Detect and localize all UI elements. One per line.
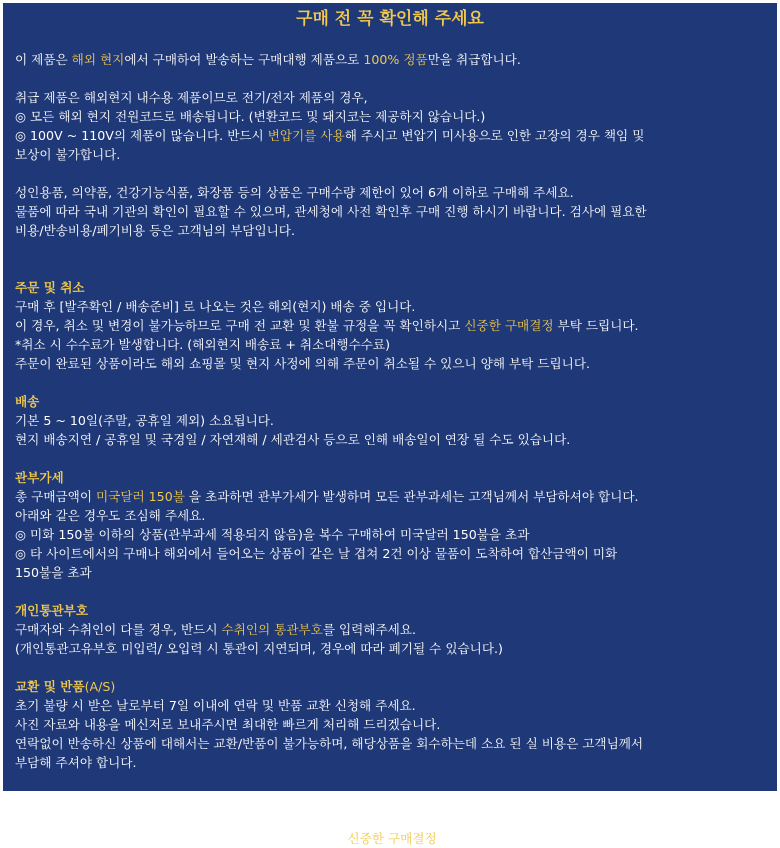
tax-line: 총 구매금액이 미국달러 150불 을 초과하면 관부가세가 발생하며 모든 관부과세는 고객님께서 부담하셔야 합니다. <box>15 489 639 504</box>
notice-panel <box>3 3 777 846</box>
limits-line: 물품에 따라 국내 기관의 확인이 필요할 수 있으며, 관세청에 사전 확인후 구매 진행 하시기 바랍니다. 검사에 필요한 <box>15 204 647 219</box>
overseas-highlight: 해외 현지 <box>71 52 125 67</box>
shipping-line: 현지 배송지연 / 공휴일 및 국경일 / 자연재해 / 세관검사 등으로 인해 배송일이 연장 될 수도 있습니다. <box>15 432 571 447</box>
tax-line: ◎ 미화 150불 이하의 상품(관부과세 적용되지 않음)을 복수 구매하여 미국달러 150불을 초과 <box>15 527 530 542</box>
transformer-highlight: 변압기를 사용 <box>267 128 345 143</box>
usd-limit-highlight: 미국달러 150불 <box>96 489 185 504</box>
limits-line: 성인용품, 의약품, 건강기능식품, 화장품 등의 상품은 구매수량 제한이 있어 6개 이하로 구매해 주세요. <box>15 185 574 200</box>
order-line: 주문이 완료된 상품이라도 해외 쇼핑몰 및 현지 사정에 의해 주문이 취소될 수 있으니 양해 부탁 드립니다. <box>15 356 591 371</box>
returns-line: 사진 자료와 내용을 메신저로 보내주시면 최대한 빠르게 처리해 드리겠습니다. <box>15 717 441 732</box>
voltage-line: 보상이 불가합니다. <box>15 147 121 162</box>
shipping-heading: 배송 <box>15 394 40 409</box>
tax-line: 아래와 같은 경우도 조심해 주세요. <box>15 508 206 523</box>
genuine-highlight: 100% 정품 <box>363 52 428 67</box>
tax-heading: 관부가세 <box>15 470 64 485</box>
returns-line: 해외 구매대행 특성상 출고 후 반품/교환/취소가 어렵습니다. 신중한 구매결정 부탁 드립니다. <box>15 831 522 846</box>
voltage-line: ◎ 모든 해외 현지 전원코드로 배송됩니다. (변환코드 및 돼지코는 제공하지 않습니다.) <box>15 109 486 124</box>
customs-heading: 개인통관부호 <box>15 603 88 618</box>
shipping-line: 기본 5 ~ 10일(주말, 공휴일 제외) 소요됩니다. <box>15 413 274 428</box>
customs-line: (개인통관고유부호 미입력/ 오입력 시 통관이 지연되며, 경우에 따라 폐기될 수 있습니다.) <box>15 641 503 656</box>
tax-line: ◎ 타 사이트에서의 구매나 해외에서 들어오는 상품이 같은 날 겹쳐 2건 이상 물품이 도착하여 합산금액이 미화 <box>15 546 618 561</box>
notice-title: 구매 전 꼭 확인해 주세요 <box>296 9 484 29</box>
intro-line: 이 제품은 해외 현지에서 구매하여 발송하는 구매대행 제품으로 100% 정품만을 취급합니다. <box>15 52 521 67</box>
limits-line: 비용/반송비용/폐기비용 등은 고객님의 부담입니다. <box>15 223 295 238</box>
careful-decision-highlight: 신중한 구매결정 <box>464 318 554 333</box>
order-line: 구매 후 [발주확인 / 배송준비] 로 나오는 것은 해외(현지) 배송 중 입니다. <box>15 299 416 314</box>
customs-line: 구매자와 수취인이 다를 경우, 반드시 수취인의 통관부호를 입력해주세요. <box>15 622 417 637</box>
order-heading: 주문 및 취소 <box>15 280 85 295</box>
voltage-line: ◎ 100V ~ 110V의 제품이 많습니다. 반드시 변압기를 사용해 주시고 변압기 미사용으로 인한 고장의 경우 책임 및 <box>15 128 645 143</box>
careful-decision-highlight: 신중한 구매결정 <box>347 831 437 846</box>
returns-line: 연락없이 반송하신 상품에 대해서는 교환/반품이 불가능하며, 해당상품을 회수하는데 소요 된 실 비용은 고객님께서 <box>15 736 644 751</box>
returns-heading: 교환 및 반품(A/S) <box>15 679 116 694</box>
voltage-line: 취급 제품은 해외현지 내수용 제품이므로 전기/전자 제품의 경우, <box>15 90 368 105</box>
customs-code-highlight: 수취인의 통관부호 <box>221 622 323 637</box>
returns-line: 초기 불량 시 받은 날로부터 7일 이내에 연락 및 반품 교환 신청해 주세요. <box>15 698 416 713</box>
order-line: 이 경우, 취소 및 변경이 불가능하므로 구매 전 교환 및 환불 규정을 꼭 확인하시고 신중한 구매결정 부탁 드립니다. <box>15 318 639 333</box>
returns-line: 부담해 주셔야 합니다. <box>15 755 137 770</box>
returns-line: 그 외, 단순 변심으로 인한 교환/환불 시 별도 수수료가 발생하며, 관부과세에 대한 환불은 불가합니다. <box>15 793 570 808</box>
tax-line: 150불을 초과 <box>15 565 92 580</box>
order-line: *취소 시 수수료가 발생합니다. (해외현지 배송료 + 취소대행수수료) <box>15 337 391 352</box>
